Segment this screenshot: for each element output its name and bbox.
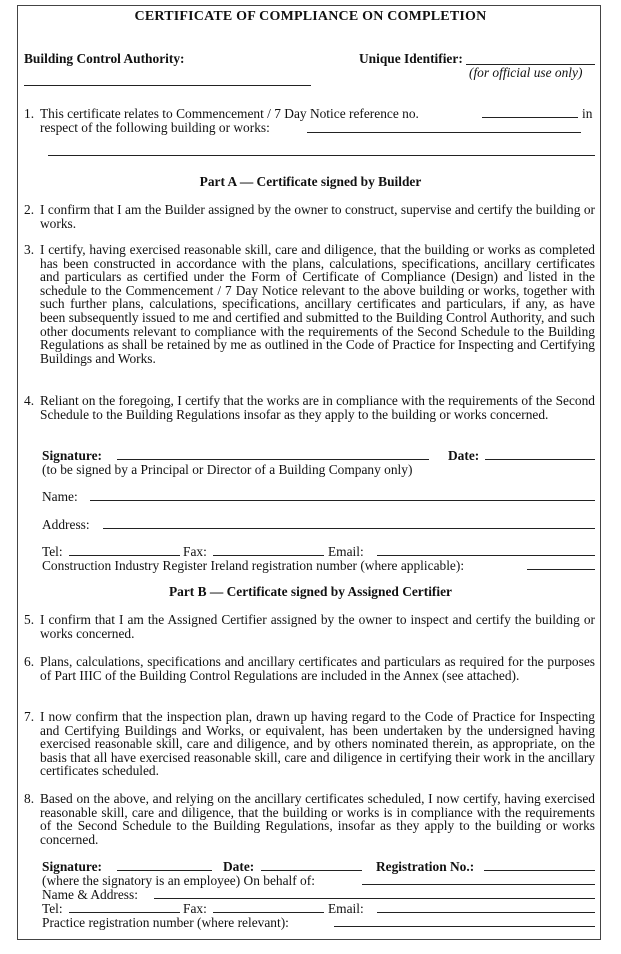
item-text: Reliant on the foregoing, I certify that the works are in compliance with the requirements of the Second Schedule to the Building Regulations insofar as they apply to the building or works concerned.: [40, 393, 595, 422]
item-number: 8.: [24, 791, 35, 806]
fax-field[interactable]: [213, 555, 324, 556]
tel-label: Tel:: [42, 901, 63, 916]
notice-ref-field[interactable]: [482, 117, 578, 118]
item1-text-b: respect of the following building or works:: [40, 120, 270, 135]
signature-field[interactable]: [117, 459, 429, 460]
part-b-heading: Part B — Certificate signed by Assigned Certifier: [168, 584, 452, 599]
registration-label: Registration No.:: [376, 859, 475, 874]
cirl-label: Construction Industry Register Ireland registration number (where applicable):: [42, 558, 465, 573]
fax-label: Fax:: [183, 901, 207, 916]
name-field[interactable]: [90, 500, 595, 501]
tel-field[interactable]: [69, 555, 180, 556]
name-label: Name:: [42, 489, 78, 504]
part-a-heading: Part A — Certificate signed by Builder: [199, 174, 422, 189]
item1-text-a: This certificate relates to Commencement / 7 Day Notice reference no.: [40, 106, 419, 121]
fax-label: Fax:: [183, 544, 207, 559]
item-number: 1.: [24, 106, 35, 121]
tel-field[interactable]: [69, 912, 180, 913]
name-address-label: Name & Address:: [42, 887, 138, 902]
item-number: 3.: [24, 242, 35, 257]
date-label: Date:: [448, 448, 480, 463]
email-label: Email:: [328, 901, 364, 916]
works-field[interactable]: [307, 132, 581, 133]
email-label: Email:: [328, 544, 364, 559]
date-field[interactable]: [485, 459, 595, 460]
tel-label: Tel:: [42, 544, 63, 559]
fax-field[interactable]: [213, 912, 324, 913]
date-field[interactable]: [261, 870, 362, 871]
name-address-field[interactable]: [154, 898, 595, 899]
signature-field[interactable]: [117, 870, 212, 871]
item-text: I certify, having exercised reasonable skill, care and diligence, that the building or works as completed has been constructed in accordance with the plans, calculations, specifications, ancillary certificates and particulars as certified under the Form of Certificate of Compliance (Design) and listed in the schedule to the Commencement / 7 Day Notice relevant to the above building or works, together with such further plans, calculations, specifications, ancillary certificates and particulars, if any, as have been subsequently issued to me and certified and submitted to the Building Control Authority, and such other documents relevant to compliance with the requirements of the Second Schedule to the Building Regulations as shall be retained by me as outlined in the Code of Practice for Inspecting and Certifying Buildings and Works.: [40, 242, 595, 366]
email-field[interactable]: [377, 912, 595, 913]
bca-field[interactable]: [24, 85, 311, 86]
bca-label: Building Control Authority:: [24, 51, 185, 66]
email-field[interactable]: [377, 555, 595, 556]
certificate-title: CERTIFICATE OF COMPLIANCE ON COMPLETION: [134, 9, 487, 24]
works-field-2[interactable]: [48, 155, 595, 156]
item-text: I confirm that I am the Builder assigned by the owner to construct, supervise and certify the building or works.: [40, 202, 595, 231]
uid-label: Unique Identifier:: [359, 51, 463, 66]
on-behalf-field[interactable]: [362, 884, 595, 885]
uid-note: (for official use only): [469, 65, 583, 80]
item-number: 5.: [24, 612, 35, 627]
address-field[interactable]: [103, 528, 595, 529]
item-text: I confirm that I am the Assigned Certifier assigned by the owner to inspect and certify the building or works concerned.: [40, 612, 595, 641]
item-number: 6.: [24, 654, 35, 669]
item-text: Plans, calculations, specifications and ancillary certificates and particulars as required for the purposes of Part IIIC of the Building Control Regulations are included in the Annex (see attached).: [40, 654, 595, 683]
sign-note: (to be signed by a Principal or Director of a Building Company only): [42, 462, 413, 477]
signature-label: Signature:: [42, 448, 103, 463]
item-text: I now confirm that the inspection plan, drawn up having regard to the Code of Practice for Inspecting and Certifying Buildings and Works, or equivalent, has been undertaken by the undersigned having exercised reasonable skill, care and diligence, and by others nominated therein, as appropriate, on the basis that all have exercised reasonable skill, care and diligence in certifying their work in the ancillary certificates scheduled.: [40, 709, 595, 779]
item-number: 7.: [24, 709, 35, 724]
employee-label: (where the signatory is an employee) On behalf of:: [42, 873, 315, 888]
registration-field[interactable]: [484, 870, 595, 871]
practice-label: Practice registration number (where relevant):: [42, 915, 289, 930]
address-label: Address:: [42, 517, 90, 532]
item1-text-in: in: [582, 106, 593, 121]
item-number: 2.: [24, 202, 35, 217]
practice-field[interactable]: [334, 926, 595, 927]
item-number: 4.: [24, 393, 35, 408]
date-label: Date:: [223, 859, 255, 874]
signature-label: Signature:: [42, 859, 103, 874]
item-text: Based on the above, and relying on the ancillary certificates scheduled, I now certify, having exercised reasonable skill, care and diligence, that the building or works is in compliance with the requirements of the Second Schedule to the Building Regulations, insofar as they apply to the building or works concerned.: [40, 791, 595, 847]
cirl-field[interactable]: [527, 569, 595, 570]
